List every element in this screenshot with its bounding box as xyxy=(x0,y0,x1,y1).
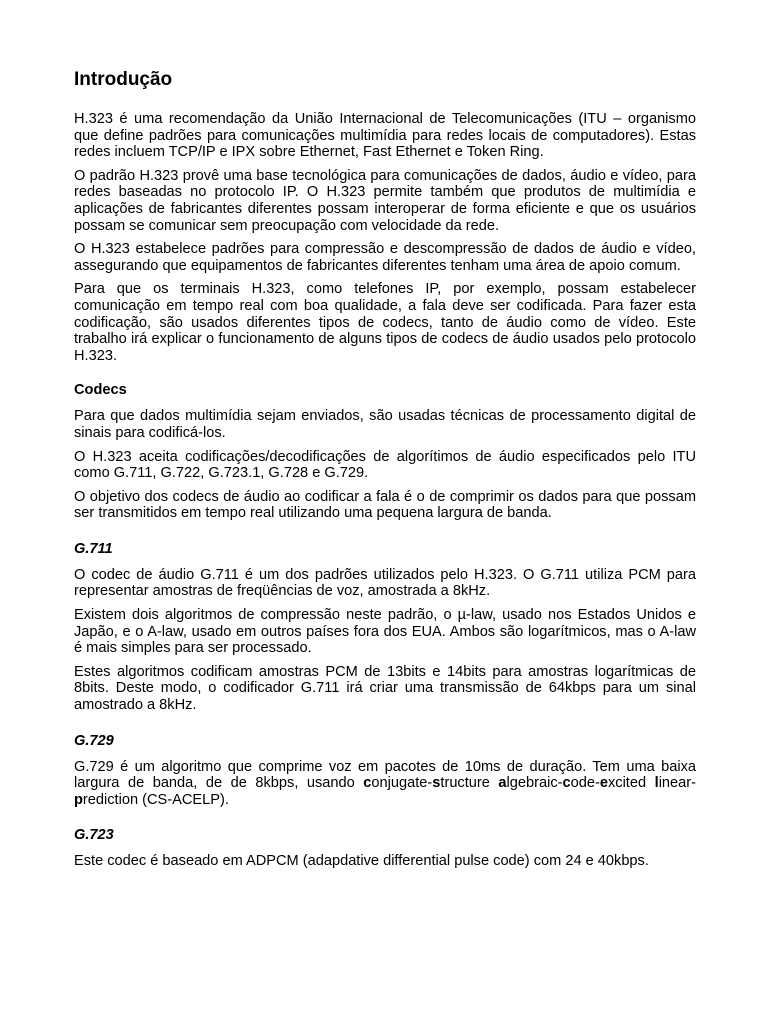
codecs-paragraph: O H.323 aceita codificações/decodificações de algorítimos de áudio especificados pelo ITU como G.711, G.722, G.723.1, G.728 e G.729. xyxy=(74,448,696,482)
intro-paragraph: O H.323 estabelece padrões para compressão e descompressão de dados de áudio e vídeo, assegurando que equipamentos de fabricantes diferentes tenham uma área de apoio comum. xyxy=(74,241,696,274)
acronym-rest: tructure xyxy=(440,775,499,792)
section-title-codecs: Codecs xyxy=(74,382,127,399)
g711-paragraph: O codec de áudio G.711 é um dos padrões utilizados pelo H.323. O G.711 utiliza PCM para representar amostras de freqüências de voz, amostrada a 8kHz. xyxy=(74,566,696,600)
acronym-rest: lgebraic- xyxy=(506,775,563,792)
section-title-g723: G.723 xyxy=(74,827,114,844)
g729-paragraph xyxy=(74,759,696,809)
acronym-rest: xcited xyxy=(607,775,655,792)
g711-paragraph: Existem dois algoritmos de compressão neste padrão, o µ-law, usado nos Estados Unidos e Japão, e o A-law, usado em outros países fora dos EUA. Ambos são logarítmicos, mas o A-law é mais simples para ser processado. xyxy=(74,607,696,657)
intro-paragraph: O padrão H.323 provê uma base tecnológica para comunicações de dados, áudio e vídeo, para redes baseadas no protocolo IP. O H.323 permite também que produtos de multimídia e aplicações de fabricantes diferentes possam interoperar de forma eficiente e que os usuários possam se comunicar sem preocupação com velocidade da rede. xyxy=(74,167,696,234)
intro-paragraph: H.323 é uma recomendação da União Internacional de Telecomunicações (ITU – organismo que define padrões para comunicações multimídia para redes locais de computadores). Estas redes incluem TCP/IP e IPX sobre Ethernet, Fast Ethernet e Token Ring. xyxy=(74,111,696,161)
codecs-paragraph: O objetivo dos codecs de áudio ao codificar a fala é o de comprimir os dados para que possam ser transmitidos em tempo real utilizando uma pequena largura de banda. xyxy=(74,488,696,522)
section-title-g729: G.729 xyxy=(74,732,114,749)
acronym-rest: onjugate- xyxy=(371,775,433,792)
acronym-rest: inear- xyxy=(658,775,696,792)
section-title-introducao: Introdução xyxy=(74,69,173,90)
acronym-letter: c xyxy=(562,775,571,792)
g723-paragraph: Este codec é baseado em ADPCM (adapdative differential pulse code) com 24 e 40kbps. xyxy=(74,853,649,870)
acronym-letter: e xyxy=(599,775,608,792)
codecs-paragraph: Para que dados multimídia sejam enviados, são usadas técnicas de processamento digital de sinais para codificá-los. xyxy=(74,408,696,441)
acronym-letter: s xyxy=(432,775,441,792)
acronym-letter: a xyxy=(498,775,507,792)
acronym-rest: ode- xyxy=(570,775,600,792)
g729-intro-text: G.729 é um algoritmo que comprime voz em pacotes de 10ms de duração. Tem uma baixa largura de banda, de de 8kbps, usando xyxy=(74,758,696,792)
section-title-g711: G.711 xyxy=(74,540,113,557)
acronym-letter: c xyxy=(363,775,372,792)
g729-outro-text: (CS-ACELP). xyxy=(138,791,229,808)
g711-paragraph: Estes algoritmos codificam amostras PCM de 13bits e 14bits para amostras logarítmicas de 8bits. Deste modo, o codificador G.711 irá criar uma transmissão de 64kbps para um sinal amostrado a 8kHz. xyxy=(74,663,696,714)
acronym-rest: rediction xyxy=(82,791,139,808)
document-page xyxy=(74,68,696,877)
acronym-letter: l xyxy=(654,775,659,792)
intro-paragraph: Para que os terminais H.323, como telefones IP, por exemplo, possam estabelecer comunicação em tempo real com boa qualidade, a fala deve ser codificada. Para fazer esta codificação, são usados diferentes tipos de codecs, tanto de áudio como de vídeo. Este trabalho irá explicar o funcionamento de alguns tipos de codecs de áudio usados pelo protocolo H.323. xyxy=(74,281,696,364)
acronym-letter: p xyxy=(74,791,83,808)
